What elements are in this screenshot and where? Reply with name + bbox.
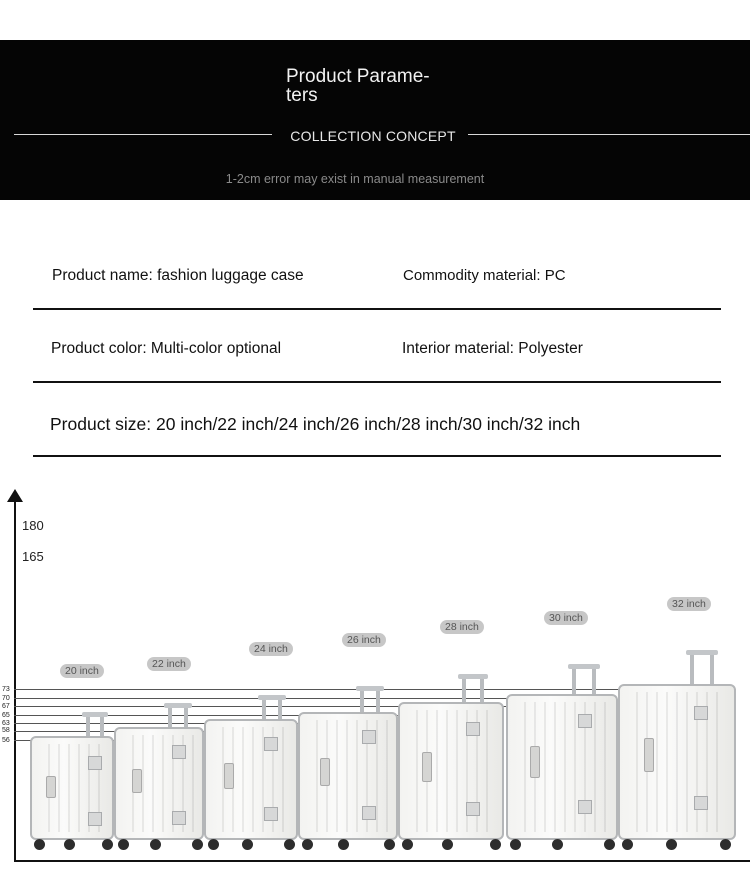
telescopic-handle [568, 664, 600, 669]
latch [362, 806, 376, 820]
latch [264, 807, 278, 821]
suitcase-28-inch-image [398, 674, 504, 850]
wheel [604, 839, 615, 850]
side-handle [320, 758, 330, 786]
latch [362, 730, 376, 744]
y-tick-67: 67 [2, 703, 10, 710]
suitcase-body [204, 719, 298, 840]
suitcase-26-inch-image [298, 686, 398, 850]
wheel [338, 839, 349, 850]
side-handle [644, 738, 654, 772]
wheel [284, 839, 295, 850]
header-subtitle: COLLECTION CONCEPT [290, 128, 456, 144]
side-handle [422, 752, 432, 782]
header-rule-left [14, 134, 272, 135]
wheel [384, 839, 395, 850]
wheel [622, 839, 633, 850]
y-tick-63: 63 [2, 720, 10, 727]
table-divider-3 [33, 455, 721, 457]
size-label-26: 26 inch [342, 633, 386, 647]
telescopic-handle [164, 703, 192, 708]
wheel [208, 839, 219, 850]
param-product-color: Product color: Multi-color optional [51, 340, 282, 357]
size-label-28: 28 inch [440, 620, 484, 634]
telescopic-handle [258, 695, 286, 700]
side-handle [224, 763, 234, 789]
telescopic-handle [82, 712, 108, 717]
suitcase-body [398, 702, 504, 840]
y-axis [14, 500, 16, 862]
side-handle [530, 746, 540, 778]
y-tick-58: 58 [2, 727, 10, 734]
wheel [242, 839, 253, 850]
wheel [402, 839, 413, 850]
wheel [442, 839, 453, 850]
suitcase-body [618, 684, 736, 840]
y-tick-56: 56 [2, 737, 10, 744]
size-label-32: 32 inch [667, 597, 711, 611]
size-label-22: 22 inch [147, 657, 191, 671]
wheel [666, 839, 677, 850]
suitcase-body [114, 727, 204, 840]
latch [466, 802, 480, 816]
wheel [150, 839, 161, 850]
latch [88, 812, 102, 826]
suitcase-body [506, 694, 618, 840]
suitcase-30-inch-image [506, 664, 618, 850]
latch [694, 796, 708, 810]
suitcase-32-inch-image [618, 650, 736, 850]
wheel [510, 839, 521, 850]
table-divider-2 [33, 381, 721, 383]
size-label-20: 20 inch [60, 664, 104, 678]
suitcase-20-inch-image [30, 712, 114, 850]
suitcase-24-inch-image [204, 695, 298, 850]
y-tick-70: 70 [2, 695, 10, 702]
size-label-24: 24 inch [249, 642, 293, 656]
y-tick-180: 180 [22, 518, 44, 533]
y-tick-165: 165 [22, 549, 44, 564]
param-product-size: Product size: 20 inch/22 inch/24 inch/26 inch/28 inch/30 inch/32 inch [50, 414, 581, 434]
telescopic-handle [356, 686, 384, 691]
wheel [34, 839, 45, 850]
wheel [552, 839, 563, 850]
suitcase-22-inch-image [114, 703, 204, 850]
header-note: 1-2cm error may exist in manual measurement [225, 172, 485, 186]
wheel [192, 839, 203, 850]
wheel [102, 839, 113, 850]
header-rule-right [468, 134, 750, 135]
param-commodity-material: Commodity material: PC [403, 267, 566, 284]
latch [578, 714, 592, 728]
wheel [118, 839, 129, 850]
side-handle [132, 769, 142, 793]
side-handle [46, 776, 56, 798]
latch [578, 800, 592, 814]
wheel [720, 839, 731, 850]
param-product-name: Product name: fashion luggage case [52, 267, 304, 284]
size-label-30: 30 inch [544, 611, 588, 625]
latch [466, 722, 480, 736]
latch [264, 737, 278, 751]
header-banner [0, 40, 750, 200]
latch [172, 745, 186, 759]
telescopic-handle [686, 650, 718, 655]
header-title: Product Parame- ters [286, 66, 430, 106]
latch [88, 756, 102, 770]
latch [172, 811, 186, 825]
wheel [302, 839, 313, 850]
latch [694, 706, 708, 720]
x-axis [14, 860, 750, 862]
telescopic-handle [458, 674, 488, 679]
wheel [64, 839, 75, 850]
table-divider-1 [33, 308, 721, 310]
suitcase-body [298, 712, 398, 840]
param-interior-material: Interior material: Polyester [402, 340, 583, 357]
y-tick-65: 65 [2, 712, 10, 719]
y-tick-73: 73 [2, 686, 10, 693]
wheel [490, 839, 501, 850]
